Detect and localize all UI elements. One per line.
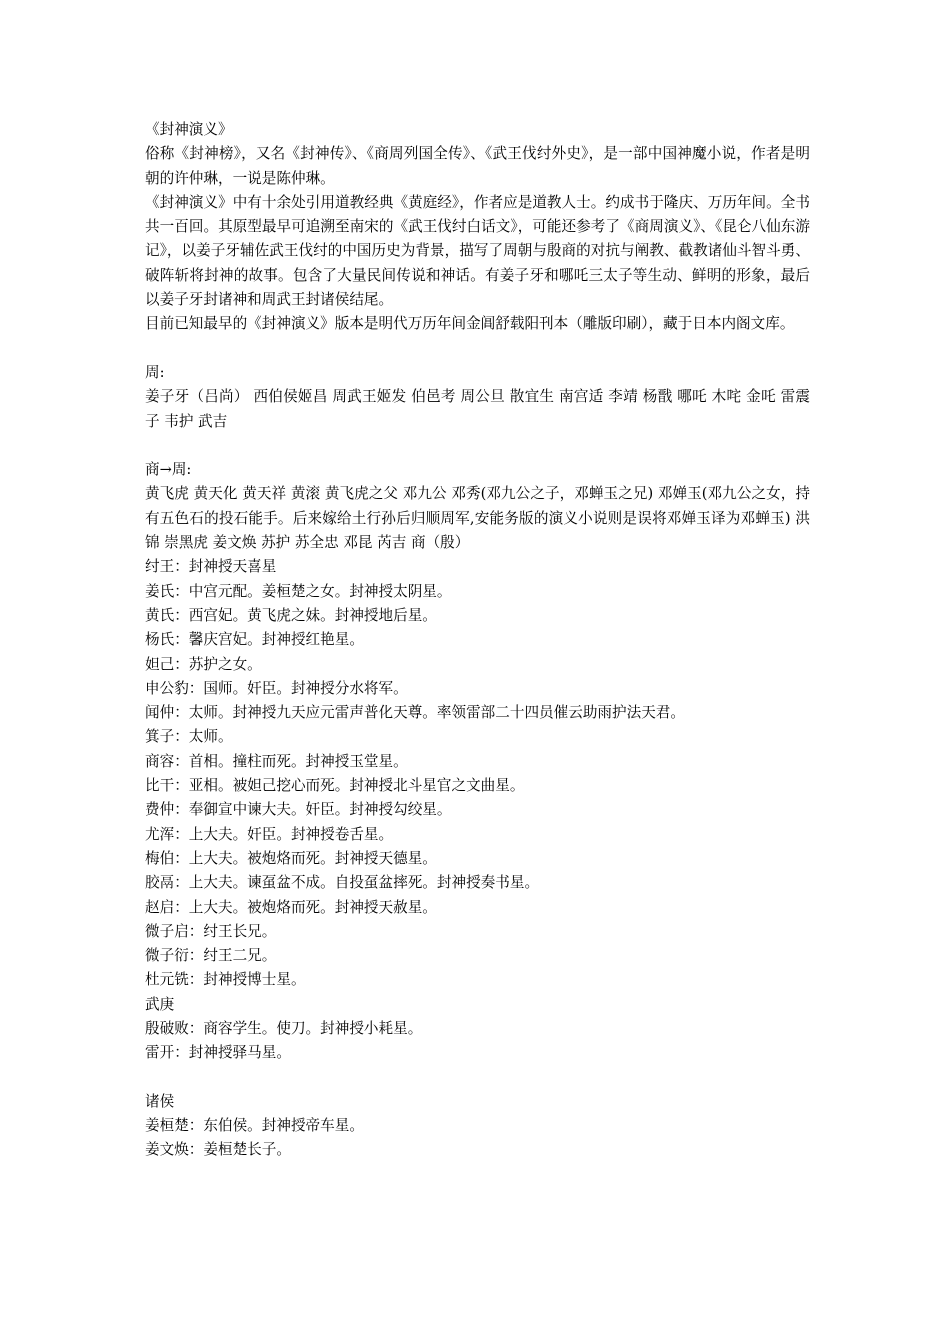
shang-to-zhou-members: 黄飞虎 黄天化 黄天祥 黄滚 黄飞虎之父 邓九公 邓秀(邓九公之子，邓蝉玉之兄) 邓婵玉(邓九公之女，持有五色石的投石能手。后来嫁给土行孙后归顺周军,安能务版的演义小说则是误将邓婵玉译为邓蝉玉) 洪锦 崇黑虎 姜文焕 苏护 苏全忠 邓昆 芮吉 商（殷） <box>145 485 810 552</box>
section-heading-zhuhou: 诸侯 <box>145 1092 175 1110</box>
blank-line <box>145 434 810 458</box>
character-entry: 梅伯：上大夫。被炮烙而死。封神授天德星。 <box>145 849 437 867</box>
character-entry: 雷开：封神授驿马星。 <box>145 1044 291 1062</box>
character-entry: 箕子：太师。 <box>145 728 233 746</box>
character-entry: 姜氏：中宫元配。姜桓楚之女。封神授太阴星。 <box>145 582 452 600</box>
character-entry: 纣王：封神授天喜星 <box>145 558 277 576</box>
character-entry: 武庚 <box>145 995 175 1013</box>
character-entry: 杨氏：馨庆宫妃。封神授红艳星。 <box>145 631 364 649</box>
intro-paragraph: 《封神演义》中有十余处引用道教经典《黄庭经》，作者应是道教人士。约成书于隆庆、万历年间。全书共一百回。其原型最早可追溯至南宋的《武王伐纣白话文》，可能还参考了《商周演义》、《昆仑八仙东游记》，以姜子牙辅佐武王伐纣的中国历史为背景，描写了周朝与殷商的对抗与阐教、截教诸仙斗智斗勇、破阵斩将封神的故事。包含了大量民间传说和神话。有姜子牙和哪吒三太子等生动、鲜明的形象，最后以姜子牙封诸神和周武王封诸侯结尾。 <box>145 193 810 309</box>
character-entry: 微子衍：纣王二兄。 <box>145 947 277 965</box>
character-entry: 黄氏：西宫妃。黄飞虎之妹。封神授地后星。 <box>145 606 437 624</box>
character-entry: 赵启：上大夫。被炮烙而死。封神授天赦星。 <box>145 898 437 916</box>
character-entry: 微子启：纣王长兄。 <box>145 922 277 940</box>
character-entry: 申公豹：国师。奸臣。封神授分水将军。 <box>145 679 408 697</box>
blank-line <box>145 1066 810 1090</box>
character-entry: 姜桓楚：东伯侯。封神授帝车星。 <box>145 1117 364 1135</box>
zhou-members: 姜子牙（吕尚） 西伯侯姬昌 周武王姬发 伯邑考 周公旦 散宜生 南宫适 李靖 杨戬 哪吒 木咤 金吒 雷震子 韦护 武吉 <box>145 388 810 430</box>
section-heading-shang-to-zhou: 商→周: <box>145 461 192 479</box>
character-entry: 费仲：奉御宣中谏大夫。奸臣。封神授勾绞星。 <box>145 801 452 819</box>
character-entry: 闻仲：太师。封神授九天应元雷声普化天尊。率领雷部二十四员催云助雨护法天君。 <box>145 704 685 722</box>
intro-paragraph: 目前已知最早的《封神演义》版本是明代万历年间金阊舒载阳刊本（雕版印刷），藏于日本内阁文库。 <box>145 315 795 333</box>
character-entry: 比干：亚相。被妲己挖心而死。封神授北斗星官之文曲星。 <box>145 777 525 795</box>
character-entry: 姜文焕：姜桓楚长子。 <box>145 1141 291 1159</box>
blank-line <box>145 337 810 361</box>
character-entry: 妲己：苏护之女。 <box>145 655 262 673</box>
character-entry: 胶鬲：上大夫。谏虿盆不成。自投虿盆摔死。封神授奏书星。 <box>145 874 540 892</box>
document-page <box>145 118 810 1163</box>
document-title: 《封神演义》 <box>145 121 233 138</box>
character-entry: 殷破败：商容学生。使刀。封神授小耗星。 <box>145 1019 423 1037</box>
character-entry: 商容：首相。撞柱而死。封神授玉堂星。 <box>145 752 408 770</box>
section-heading-zhou: 周: <box>145 363 165 381</box>
intro-paragraph: 俗称《封神榜》，又名《封神传》、《商周列国全传》、《武王伐纣外史》，是一部中国神魔小说，作者是明朝的许仲琳，一说是陈仲琳。 <box>145 145 810 187</box>
character-entry: 尤浑：上大夫。奸臣。封神授卷舌星。 <box>145 825 394 843</box>
character-entry: 杜元铣：封神授博士星。 <box>145 971 306 989</box>
